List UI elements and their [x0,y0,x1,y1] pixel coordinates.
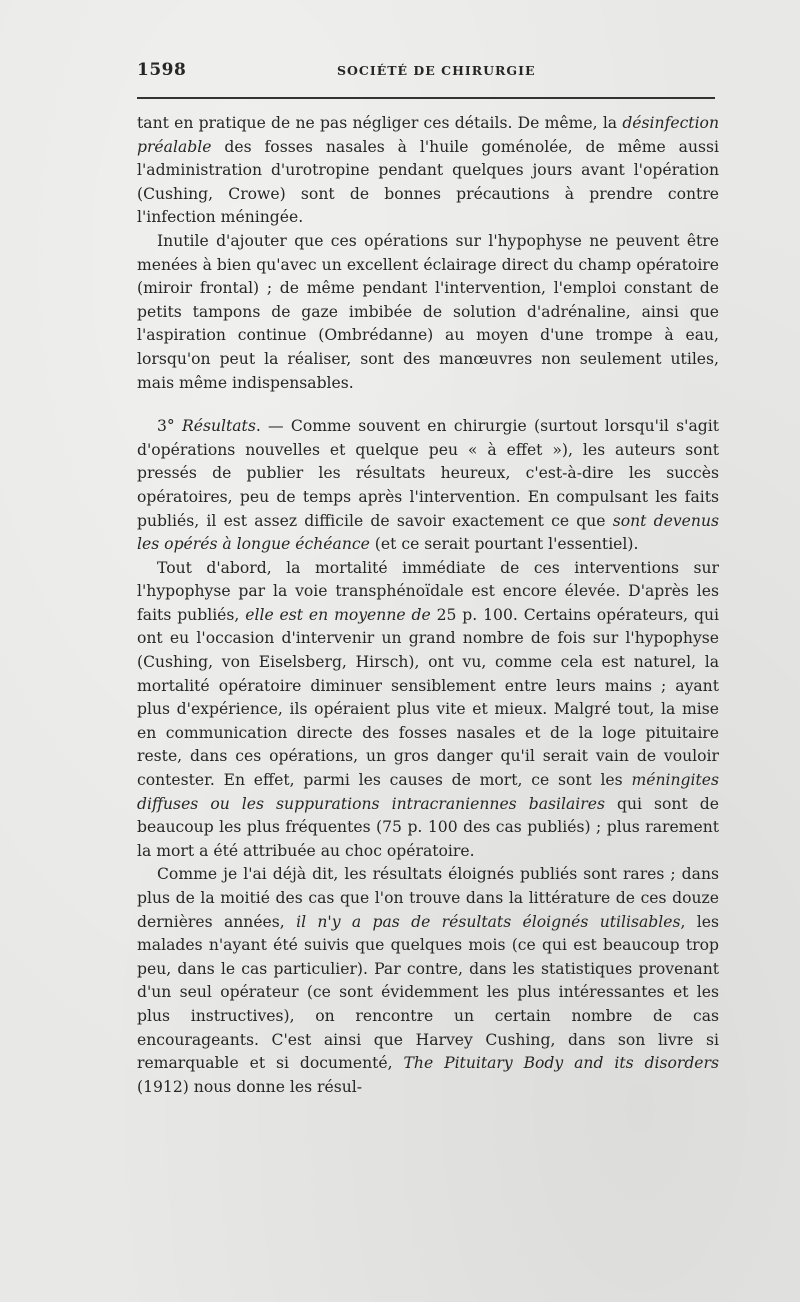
text-run: tant en pratique de ne pas négliger ces détails. De même, la [137,114,623,132]
header-rule [137,97,715,99]
paragraph [137,557,719,864]
italic-run: désinfection préalable [137,114,719,156]
text-run: . — Comme souvent en chirurgie (surtout lorsqu'il s'agit d'opérations nouvelles et quelque peu « à effet »), les auteurs sont pressés de publier les résultats heureux, c'est-à-dire les succès opératoires, peu de temps après l'intervention. En compulsant les faits publiés, il est assez difficile de savoir exactement ce que [137,417,719,530]
paragraph [137,230,719,395]
text-run: 3° [157,417,182,436]
running-head [137,60,715,84]
paragraph-section-results [137,415,719,557]
italic-run: méningites diffuses ou les suppurations intracraniennes basilaires [137,771,719,813]
text-run: 25 p. 100. Certains opérateurs, qui ont eu l'occasion d'intervenir un grand nombre de fois sur l'hypophyse (Cushing, von Eiselsberg, Hirsch), ont vu, comme cela est naturel, la mortalité opératoire diminuer sensiblement entre leurs mains ; ayant plus d'expérience, ils opéraient plus vite et mieux. Malgré tout, la mise en communication directe des fosses nasales et de la loge pituitaire reste, dans ces opérations, un gros danger qu'il serait vain de vouloir contester. En effet, parmi les causes de mort, ce sont les [137,605,719,790]
running-title: SOCIÉTÉ DE CHIRURGIE [337,63,536,78]
text-run: (1912) nous donne les résul- [137,1077,363,1096]
italic-run: sont devenus les opérés à longue échéance [137,511,719,554]
paragraph-continuation [137,112,719,230]
italic-run: il n'y a pas de résultats éloignés utilisables [296,912,681,931]
text-run: Inutile d'ajouter que ces opérations sur l'hypophyse ne peuvent être menées à bien qu'avec un excellent éclairage direct du champ opératoire (miroir frontal) ; de même pendant l'intervention, l'emploi constant de petits tampons de gaze imbibée de solution d'adrénaline, ainsi que l'aspiration continue (Ombrédanne) au moyen d'une trompe à eau, lorsqu'on peut la réaliser, sont des manœuvres non seulement utiles, mais même indispensables. [137,231,719,392]
book-title-italic: The Pituitary Body and its disorders [403,1054,719,1073]
text-run: qui sont de beaucoup les plus fréquentes (75 p. 100 des cas publiés) ; plus rarement la mort a été attribuée au choc opératoire. [137,794,719,860]
text-run: Comme je l'ai déjà dit, les résultats éloignés publiés sont rares ; dans plus de la moitié des cas que l'on trouve dans la littérature de ces douze dernières années, [137,865,719,931]
paragraph [137,863,719,1099]
text-run: des fosses nasales à l'huile goménolée, de même aussi l'administration d'urotropine pendant quelques jours avant l'opération (Cushing, Crowe) sont de bonnes précautions à prendre contre l'infection méningée. [137,137,719,227]
text-run: Tout d'abord, la mortalité immédiate de ces interventions sur l'hypophyse par la voie transphénoïdale est encore élevée. D'après les faits publiés, [137,558,719,624]
text-run: (et ce serait pourtant l'essentiel). [369,535,639,554]
page-number: 1598 [137,60,187,80]
italic-run: elle est en moyenne de [245,605,431,624]
text-run: , les malades n'ayant été suivis que quelques mois (ce qui est beaucoup trop peu, dans le cas particulier). Par contre, dans les statistiques provenant d'un seul opérateur (ce sont évidemment les plus intéressantes et les plus instructives), on rencontre un certain nombre de cas encourageants. C'est ainsi que Harvey Cushing, dans son livre si remarquable et si documenté, [137,912,719,1073]
body-text [137,112,719,1099]
section-heading-italic: Résultats [181,417,256,436]
